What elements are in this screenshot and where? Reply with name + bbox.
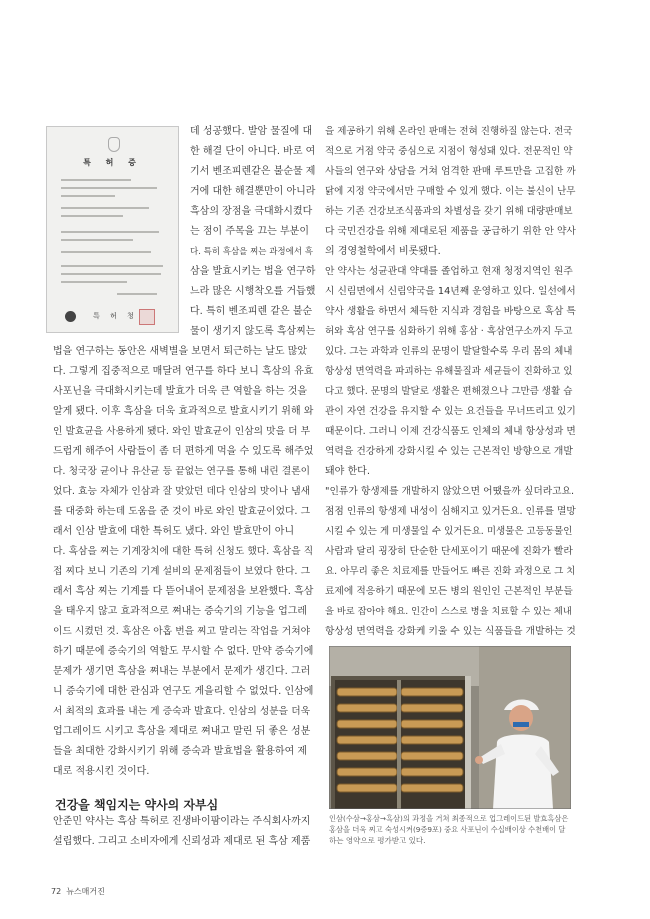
text-line: 었다. 효능 자체가 인삼과 잘 맞았던 데다 인삼의 맛이나 냄새 — [53, 486, 311, 497]
text-line: 돼야 한다. — [325, 466, 370, 477]
caption-line: 인삼(수삼→홍삼→흑삼)의 과정을 거쳐 최종적으로 업그레이드된 발효흑삼은 — [329, 814, 569, 823]
text-line: 요. 아무리 좋은 치료제를 만들어도 빠른 진화 과정으로 그 치 — [325, 566, 576, 577]
text-line: 허와 흑삼 연구를 심화하기 위해 홍삼 · 흑삼연구소까지 두고 — [325, 326, 573, 337]
emblem-icon — [108, 137, 120, 152]
text-line: 있다. 그는 과학과 인류의 문명이 발달할수록 우리 몸의 체내 — [325, 346, 573, 357]
text-line: 항상성 면역력을 파괴하는 유해물질과 세균들이 진화하고 있 — [325, 366, 573, 377]
page-number: 72 — [51, 887, 62, 896]
text-line: 법을 연구하는 동안은 새벽별을 보면서 퇴근하는 날도 많았 — [53, 346, 308, 357]
text-line: 하는 기존 건강보조식품과의 차별성을 갖기 위해 대량판매보 — [325, 206, 573, 217]
text-line: 기서 벤조피렌같은 불순물 제 — [190, 166, 316, 177]
certificate-office: 특 허 청 — [93, 312, 138, 320]
text-line: 문제가 생기면 흑삼을 쪄내는 부분에서 문제가 생긴다. 그러 — [53, 666, 311, 677]
certificate-title: 특 허 증 — [83, 157, 142, 167]
text-line: 다. 흑삼을 찌는 기계장치에 대한 특허 신청도 했다. 흑삼을 직 — [53, 546, 314, 557]
text-line: 을 제공하기 위해 온라인 판매는 전혀 진행하질 않는다. 전국 — [325, 126, 573, 137]
text-line: 한 해결 단이 아니다. 바로 여 — [190, 146, 316, 157]
text-line: 거에 대한 해결뿐만이 아니라 — [190, 186, 316, 197]
text-line: 사포닌을 극대화시키는데 발효가 더욱 큰 역할을 하는 것을 — [53, 386, 308, 397]
caption-line: 하는 영약으로 평가받고 있다. — [329, 836, 426, 845]
text-line: 안 약사는 성균관대 약대를 졸업하고 현재 청정지역인 원주 — [325, 266, 573, 277]
text-line: 들을 최대한 강화시키기 위해 증숙과 발효법을 활용하여 제 — [53, 746, 308, 757]
text-line: 때문이다. 그러니 이제 건강식품도 인체의 체내 항상성과 면 — [325, 426, 576, 437]
text-line: 항상성 면역력을 강화케 키울 수 있는 식품들을 개발하는 것 — [325, 626, 576, 637]
text-line: 사람과 달리 굉장히 단순한 단세포이기 때문에 진화가 빨라 — [325, 546, 573, 557]
publication-name: 뉴스매거진 — [66, 887, 105, 896]
seal-icon — [65, 311, 76, 322]
text-line: 닭에 지정 약국에서만 구매할 수 있게 했다. 이는 불신이 난무 — [325, 186, 576, 197]
page-footer — [51, 886, 105, 897]
text-line: 는 점이 주목을 끄는 부분이 — [190, 226, 309, 237]
text-line: 점점 인류의 항생제 내성이 심해지고 있거든요. 인류를 멸망 — [325, 506, 576, 517]
text-line: 다 국민건강을 위해 제대로된 제품을 공급하기 위한 안 약사 — [325, 226, 576, 237]
text-line: 대로 적용시킨 것이다. — [53, 766, 150, 777]
text-line: 데 성공했다. 발암 물질에 대 — [190, 126, 313, 137]
text-line: 관이 자연 건강을 유지할 수 있는 요건들을 무너뜨리고 있기 — [325, 406, 576, 417]
text-line: 이드 시켰던 것. 흑삼은 아홉 번을 찌고 말리는 작업을 거쳐야 — [53, 626, 311, 637]
text-line: 를 대중화 하는데 도움을 준 것이 바로 와인 발효균이었다. 그 — [53, 506, 311, 517]
text-line: 료제에 적응하기 때문에 모든 병의 원인인 근본적인 부분들 — [325, 586, 573, 597]
text-line: 느라 많은 시행착오를 거듭했 — [190, 286, 316, 297]
text-line: 다고 했다. 문명의 발달로 생활은 편해졌으나 그만큼 생활 습 — [325, 386, 573, 397]
text-line: 사들의 연구와 상담을 거쳐 엄격한 판매 루트만을 고집한 까 — [325, 166, 576, 177]
section-heading: 건강을 책임지는 약사의 자부심 — [55, 798, 219, 812]
ginseng-drying-rack-photo — [329, 646, 571, 809]
text-line: 물이 생기지 않도록 흑삼찌는 — [190, 326, 316, 337]
text-line: 다. 특히 벤조피렌 같은 불순 — [190, 306, 313, 317]
text-line: 접 찌다 보니 기존의 기계 설비의 문제점들이 보였다 한다. 그 — [53, 566, 311, 577]
text-line: 드럽게 해주어 사람들이 좀 더 편하게 먹을 수 있도록 해주었 — [53, 446, 314, 457]
text-line: 삼을 발효시키는 법을 연구하 — [190, 266, 316, 277]
text-line: 을 태우지 않고 효과적으로 쪄내는 증숙기의 기능을 업그레 — [53, 606, 308, 617]
text-line: 역력을 건강하게 강화시킬 수 있는 근본적인 방향으로 개발 — [325, 446, 573, 457]
text-line: 서 최적의 효과를 내는 게 증숙과 발효다. 인삼의 성분을 더욱 — [53, 706, 311, 717]
text-line: 을 바로 잡아야 해요. 인간이 스스로 병을 치료할 수 있는 체내 — [325, 606, 572, 617]
text-line: 인 발효균을 사용하게 됐다. 와인 발효균이 인삼의 맛을 더 부 — [53, 426, 311, 437]
text-line: 래서 인삼 발효에 대한 특허도 냈다. 와인 발효만이 아니 — [53, 526, 295, 537]
text-line: 흑삼의 장점을 극대화시켰다 — [190, 206, 313, 217]
text-line: "인류가 항생제를 개발하지 않았으면 어땠을까 싶더라고요. — [325, 486, 575, 497]
text-line: 다. 그렇게 집중적으로 매달려 연구를 하다 보니 흑삼의 유효 — [53, 366, 314, 377]
text-line: 약사 생활을 하면서 체득한 지식과 경험을 바탕으로 흑삼 특 — [325, 306, 576, 317]
text-line: 래서 흑삼 찌는 기계를 다 뜯어내어 문제점을 보완했다. 흑삼 — [53, 586, 314, 597]
text-line: 시 신림면에서 신림약국을 14년째 운영하고 있다. 일선에서 — [325, 286, 576, 297]
photo-illustration — [329, 646, 571, 809]
text-line: 니 증숙기에 대한 관심과 연구도 게을리할 수 없었다. 인삼에 — [53, 686, 314, 697]
text-line: 하기 때문에 증숙기의 역할도 무시할 수 없다. 만약 증숙기에 — [53, 646, 314, 657]
text-line: 의 경영철학에서 비롯됐다. — [325, 246, 441, 257]
text-line: 안준민 약사는 흑삼 특허로 진생바이팜이라는 주식회사까지 — [53, 816, 311, 827]
text-line: 시킬 수 있는 게 미생물일 수 있거든요. 미생물은 고등동물인 — [325, 526, 573, 537]
caption-line: 홍삼을 더욱 찌고 숙성시켜(9증9포) 중요 사포닌이 수십배이상 수천배이 달 — [329, 825, 566, 834]
text-line: 적으로 거점 약국 중심으로 지점이 형성돼 있다. 전문적인 약 — [325, 146, 573, 157]
text-line: 설립했다. 그리고 소비자에게 신뢰성과 제대로 된 흑삼 제품 — [53, 836, 311, 847]
patent-certificate-image — [46, 126, 179, 333]
stamp-icon — [139, 309, 155, 325]
text-line: 다. 청국장 균이나 유산균 등 끝없는 연구를 통해 내린 결론이 — [53, 466, 311, 477]
text-line: 업그레이드 시키고 흑삼을 제대로 쪄내고 말린 뒤 좋은 성분 — [53, 726, 311, 737]
text-line: 다. 특히 흑삼을 찌는 과정에서 흑 — [190, 247, 313, 257]
text-line: 알게 됐다. 이후 흑삼을 더욱 효과적으로 발효시키기 위해 와 — [53, 406, 314, 417]
